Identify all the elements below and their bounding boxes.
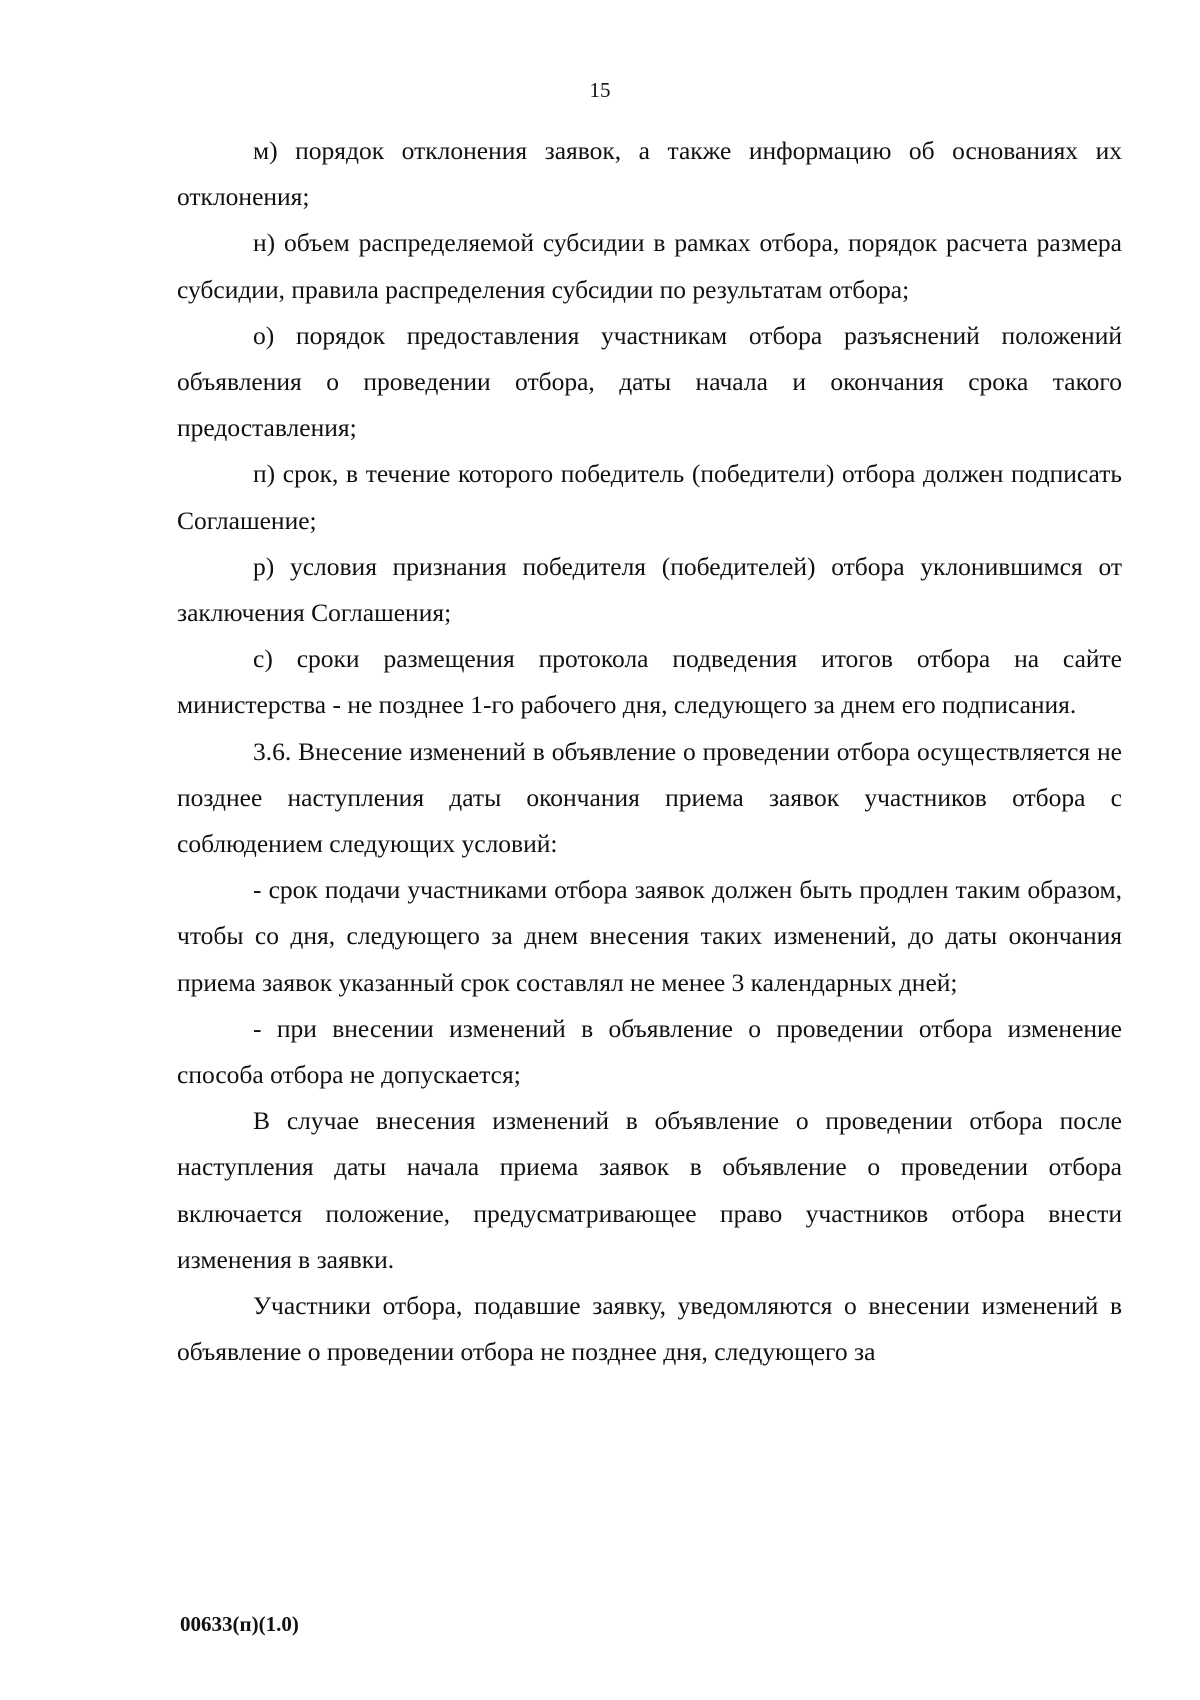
paragraph-r: р) условия признания победителя (победителей) отбора уклонившимся от заключения Соглашения;: [177, 551, 1122, 628]
condition-item-2: - при внесении изменений в объявление о проведении отбора изменение способа отбора не допускается;: [177, 1013, 1122, 1090]
page-number: 15: [589, 78, 611, 102]
body-text: [177, 128, 1122, 1375]
paragraph-n: н) объем распределяемой субсидии в рамках отбора, порядок расчета размера субсидии, правила распределения субсидии по результатам отбора;: [177, 228, 1122, 304]
paragraph-amendment-case: В случае внесения изменений в объявление о проведении отбора после наступления даты начала приема заявок в объявление о проведении отбора включается положение, предусматривающее право участников отбора внести изменения в заявки.: [177, 1106, 1122, 1274]
paragraph-p: п) срок, в течение которого победитель (победители) отбора должен подписать Соглашение;: [177, 459, 1122, 535]
paragraph-3-6: 3.6. Внесение изменений в объявление о проведении отбора осуществляется не позднее наступления даты окончания приема заявок участников отбора с соблюдением следующих условий:: [177, 736, 1122, 859]
paragraph-participants-notice: Участники отбора, подавшие заявку, уведомляются о внесении изменений в объявление о проведении отбора не позднее дня, следующего за: [177, 1291, 1122, 1367]
paragraph-s: с) сроки размещения протокола подведения итогов отбора на сайте министерства - не позднее 1-го рабочего дня, следующего за днем его подписания.: [177, 644, 1122, 720]
paragraph-o: о) порядок предоставления участникам отбора разъяснений положений объявления о проведении отбора, даты начала и окончания срока такого предоставления;: [177, 320, 1122, 443]
paragraph-m: м) порядок отклонения заявок, а также информацию об основаниях их отклонения;: [177, 136, 1122, 212]
condition-item-1: - срок подачи участниками отбора заявок должен быть продлен таким образом, чтобы со дня, следующего за днем внесения таких изменений, до даты окончания приема заявок указанный срок составлял не менее 3 календарных дней;: [177, 875, 1122, 997]
document-code: 00633(п)(1.0): [180, 1612, 299, 1636]
